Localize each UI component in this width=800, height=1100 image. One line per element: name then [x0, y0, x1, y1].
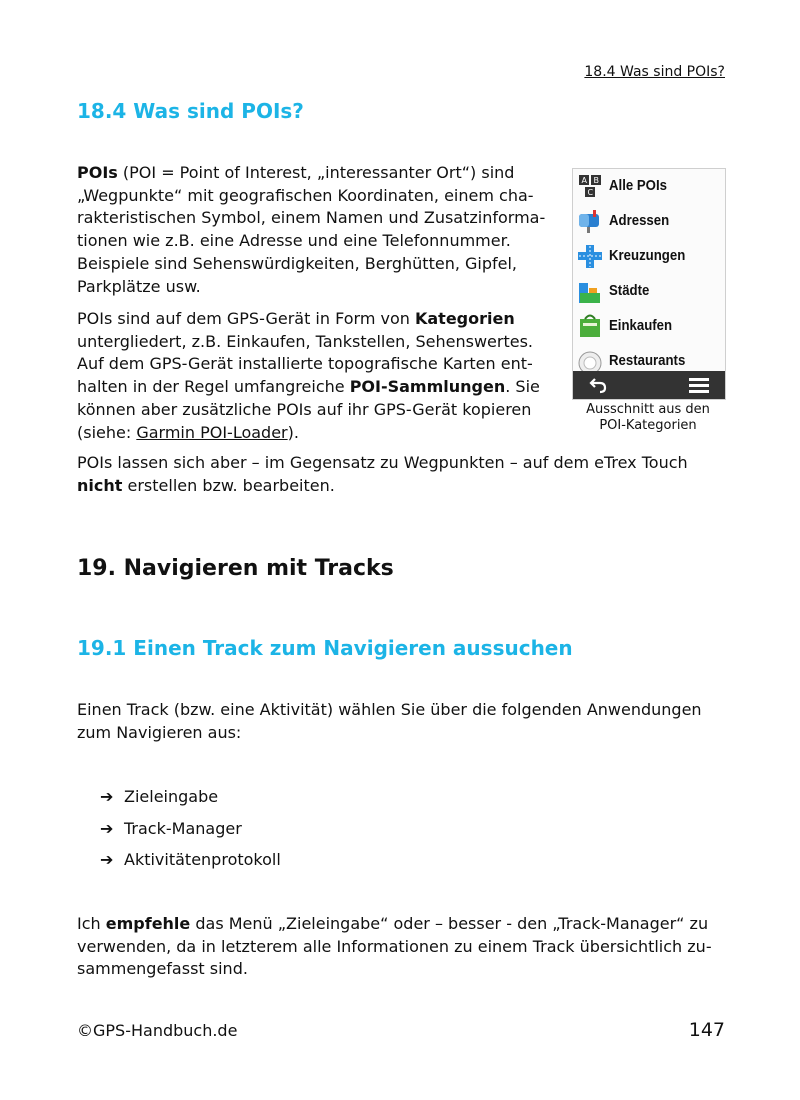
list-item-text: Aktivitätenprotokoll: [124, 850, 281, 869]
device-bottom-bar: [573, 371, 725, 399]
paragraph-poi-categories: [77, 308, 540, 444]
shopping-icon: [577, 314, 603, 339]
text-line: Einen Track (bzw. eine Aktivität) wählen Sie über die folgenden Anwendungen: [77, 700, 702, 719]
poi-label: Restaurants: [609, 352, 686, 369]
poi-item-staedte[interactable]: [573, 274, 725, 310]
poi-item-alle-pois[interactable]: [573, 169, 725, 205]
text-span: (siehe:: [77, 422, 137, 442]
arrow-right-icon: ➔: [100, 850, 114, 869]
crossroads-icon: [577, 244, 603, 269]
page-number: 147: [688, 1019, 725, 1041]
text-span: halten in der Regel umfangreiche: [77, 377, 350, 397]
list-item: [100, 787, 281, 819]
text-span: . Sie: [505, 377, 540, 397]
poi-item-restaurants[interactable]: [573, 344, 725, 371]
text-line: rakteristischen Symbol, einem Namen und Zusatzinforma-: [77, 208, 546, 228]
list-item: [100, 850, 281, 882]
chapter-heading-19: 19. Navigieren mit Tracks: [77, 556, 394, 581]
menu-icon[interactable]: [689, 378, 709, 393]
footer-copyright: ©GPS-Handbuch.de: [77, 1021, 238, 1040]
poi-label: Einkaufen: [609, 317, 673, 334]
running-head: 18.4 Was sind POIs?: [584, 64, 725, 80]
paragraph-poi-definition: [77, 162, 545, 298]
text-line: Beispiele sind Sehenswürdigkeiten, Berghütten, Gipfel,: [77, 253, 518, 273]
bold-term-empfehle: empfehle: [105, 914, 191, 933]
text-line: Auf dem GPS-Gerät installierte topografische Karten ent-: [77, 354, 533, 374]
poi-label: Adressen: [609, 212, 670, 229]
text-span: ).: [287, 422, 299, 442]
svg-text:A: A: [581, 176, 587, 185]
section-heading-18-4: 18.4 Was sind POIs?: [77, 99, 304, 123]
device-poi-menu: [572, 168, 726, 400]
text-line: können aber zusätzliche POIs auf ihr GPS-Gerät kopieren: [77, 399, 532, 419]
text-line: „Wegpunkte“ mit geografischen Koordinaten, einem cha-: [77, 185, 534, 205]
caption-line: Ausschnitt aus den: [586, 402, 710, 417]
back-icon[interactable]: [589, 376, 609, 394]
poi-item-einkaufen[interactable]: [573, 309, 725, 345]
arrow-right-icon: ➔: [100, 787, 114, 806]
mailbox-icon: [577, 209, 603, 234]
text-line: untergliedert, z.B. Einkaufen, Tankstellen, Sehenswertes.: [77, 331, 533, 351]
list-item: [100, 819, 281, 851]
poi-item-kreuzungen[interactable]: [573, 239, 725, 275]
abc-icon: [577, 174, 603, 199]
text-line: tionen wie z.B. eine Adresse und eine Telefonnummer.: [77, 231, 511, 251]
poi-item-adressen[interactable]: [573, 204, 725, 240]
text-line: zum Navigieren aus:: [77, 722, 242, 742]
bold-term-kategorien: Kategorien: [414, 309, 515, 328]
poi-label: Kreuzungen: [609, 247, 686, 264]
text-line: Parkplätze usw.: [77, 276, 201, 296]
bullet-list: [100, 787, 281, 882]
section-heading-19-1: 19.1 Einen Track zum Navigieren aussuchen: [77, 636, 573, 660]
paragraph-track-intro: [77, 699, 702, 744]
text-line: sammengefasst sind.: [77, 959, 248, 979]
text-span: das Menü „Zieleingabe“ oder – besser - den „Track-Manager“ zu: [190, 914, 709, 933]
buildings-icon: [577, 279, 603, 304]
paragraph-recommendation: [77, 913, 712, 981]
text-span: POIs sind auf dem GPS-Gerät in Form von: [77, 309, 415, 328]
svg-text:C: C: [587, 188, 594, 197]
figure-caption: [572, 402, 724, 434]
list-item-text: Track-Manager: [124, 818, 242, 838]
link-garmin-poi-loader[interactable]: Garmin POI-Loader: [136, 422, 288, 442]
paragraph-poi-limitation: [77, 452, 688, 497]
text-span: erstellen bzw. bearbeiten.: [122, 475, 335, 495]
text-line: verwenden, da in letzterem alle Informationen zu einem Track übersichtlich zu-: [77, 936, 712, 956]
arrow-right-icon: ➔: [100, 818, 114, 838]
svg-text:B: B: [593, 176, 599, 185]
text-span: (POI = Point of Interest, „interessanter Ort“) sind: [117, 163, 515, 182]
bold-term-poi-sammlungen: POI-Sammlungen: [349, 377, 506, 397]
list-item-text: Zieleingabe: [124, 787, 219, 806]
poi-label: Städte: [609, 282, 650, 299]
text-span: Ich: [77, 914, 106, 933]
text-line: POIs lassen sich aber – im Gegensatz zu Wegpunkten – auf dem eTrex Touch: [77, 453, 688, 472]
bold-term-pois: POIs: [77, 163, 118, 182]
poi-label: Alle POIs: [609, 177, 667, 194]
bold-term-nicht: nicht: [77, 475, 123, 495]
caption-line: POI-Kategorien: [599, 418, 697, 433]
